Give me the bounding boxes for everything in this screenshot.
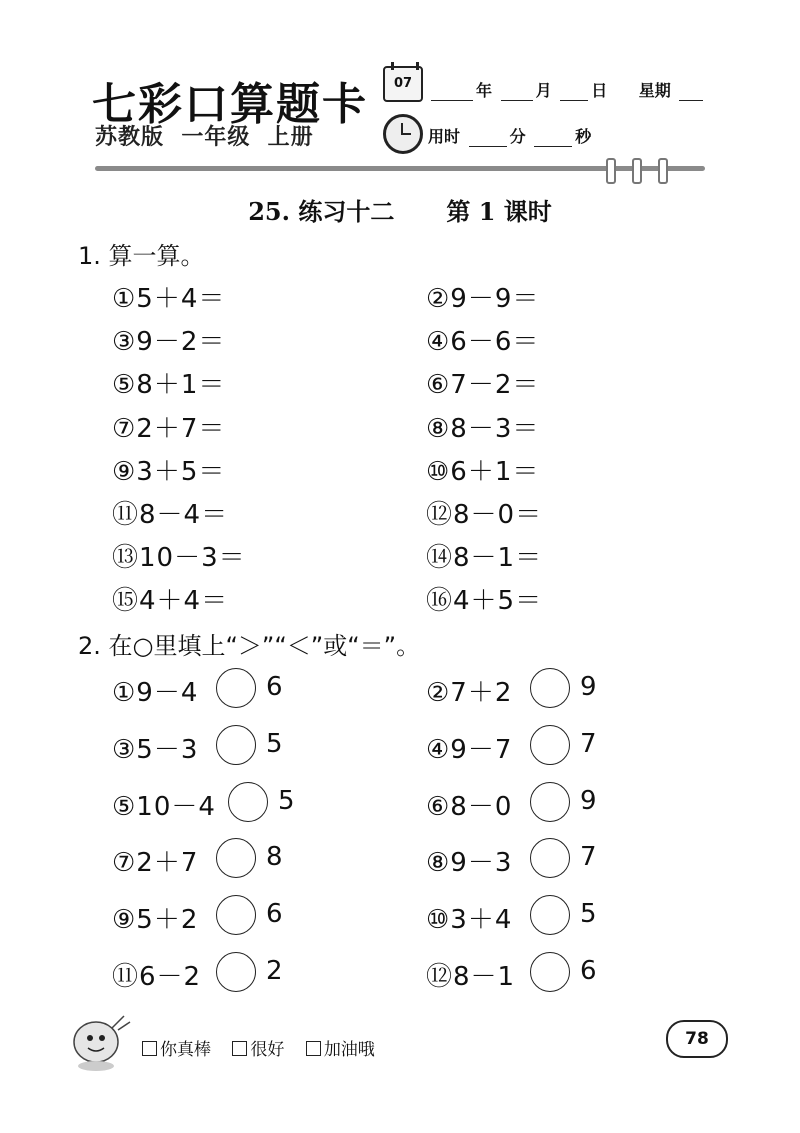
comparison-value: 7 xyxy=(580,728,598,759)
comparison-value: 2 xyxy=(266,956,284,986)
seconds-blank[interactable] xyxy=(534,130,572,147)
comparison-expression: ⑧9－3 xyxy=(426,848,513,879)
month-label: 月 xyxy=(535,81,552,100)
section2-heading: 2. 在○里填上“＞”“＜”或“＝”。 xyxy=(78,632,421,660)
weekday-blank[interactable] xyxy=(679,84,703,101)
binder-hook xyxy=(632,158,642,184)
arithmetic-problem: ⑩6＋1＝ xyxy=(426,456,540,487)
cartoon-mascot-icon xyxy=(66,1008,138,1072)
arithmetic-problem: ⑯4＋5＝ xyxy=(426,586,543,617)
answer-circle[interactable] xyxy=(228,782,268,822)
brand-title: 七彩口算题卡 xyxy=(92,79,368,130)
month-blank[interactable] xyxy=(501,84,533,101)
day-blank[interactable] xyxy=(560,84,588,101)
binder-hook xyxy=(606,158,616,184)
comparison-expression: ③5－3 xyxy=(112,734,199,765)
seconds-label: 秒 xyxy=(575,127,592,146)
date-fields xyxy=(428,78,706,101)
comparison-expression: ⑤10－4 xyxy=(112,791,216,822)
answer-circle[interactable] xyxy=(216,838,256,878)
answer-circle[interactable] xyxy=(530,725,570,765)
comparison-expression: ②7＋2 xyxy=(426,678,513,708)
calendar-icon xyxy=(383,66,423,102)
comparison-value: 7 xyxy=(580,842,598,873)
arithmetic-problem: ⑬10－3＝ xyxy=(112,543,246,574)
self-rating xyxy=(142,1035,391,1060)
comparison-value: 8 xyxy=(266,842,284,873)
comparison-value: 6 xyxy=(580,956,598,986)
edition-subtitle: 苏教版 一年级 上册 xyxy=(95,125,314,150)
comparison-expression: ⑫8－1 xyxy=(426,962,516,992)
time-fields xyxy=(428,124,591,147)
binder-hook xyxy=(658,158,668,184)
comparison-expression: ④9－7 xyxy=(426,734,513,765)
comparison-value: 6 xyxy=(266,899,284,930)
answer-circle[interactable] xyxy=(216,952,256,992)
rating-option[interactable]: 很好 xyxy=(232,1035,284,1060)
minutes-label: 分 xyxy=(509,127,526,146)
lesson-title xyxy=(0,192,800,227)
calendar-text: 07 xyxy=(393,76,413,91)
rating-option[interactable]: 你真棒 xyxy=(142,1035,211,1060)
comparison-expression: ⑪6－2 xyxy=(112,962,202,992)
comparison-expression: ⑦2＋7 xyxy=(112,848,199,879)
answer-circle[interactable] xyxy=(530,668,570,708)
arithmetic-problem: ④6－6＝ xyxy=(426,327,540,358)
day-label: 日 xyxy=(591,81,608,100)
rating-option[interactable]: 加油哦 xyxy=(306,1035,375,1060)
checkbox[interactable] xyxy=(232,1041,247,1056)
arithmetic-problem: ⑪8－4＝ xyxy=(112,500,229,530)
answer-circle[interactable] xyxy=(530,782,570,822)
answer-circle[interactable] xyxy=(530,895,570,935)
comparison-expression: ⑩3＋4 xyxy=(426,905,513,936)
arithmetic-problem: ⑫8－0＝ xyxy=(426,500,543,530)
checkbox[interactable] xyxy=(306,1041,321,1056)
weekday-label: 星期 xyxy=(638,81,671,100)
comparison-expression: ⑥8－0 xyxy=(426,791,513,822)
year-blank[interactable] xyxy=(431,84,473,101)
arithmetic-problem: ②9－9＝ xyxy=(426,284,540,314)
comparison-expression: ①9－4 xyxy=(112,678,199,708)
time-used-label: 用时 xyxy=(428,127,461,146)
section1-heading: 1. 算一算。 xyxy=(78,242,205,270)
comparison-value: 9 xyxy=(580,672,598,702)
checkbox[interactable] xyxy=(142,1041,157,1056)
comparison-value: 6 xyxy=(266,672,284,702)
comparison-value: 5 xyxy=(580,899,598,930)
arithmetic-problem: ⑭8－1＝ xyxy=(426,543,543,574)
comparison-value: 5 xyxy=(266,728,284,759)
arithmetic-problem: ⑥7－2＝ xyxy=(426,370,540,401)
answer-circle[interactable] xyxy=(216,725,256,765)
comparison-expression: ⑨5＋2 xyxy=(112,905,199,936)
arithmetic-problem: ①5＋4＝ xyxy=(112,284,226,314)
comparison-value: 5 xyxy=(278,785,296,816)
arithmetic-problem: ⑦2＋7＝ xyxy=(112,413,226,444)
answer-circle[interactable] xyxy=(530,952,570,992)
minutes-blank[interactable] xyxy=(469,130,507,147)
arithmetic-problem: ⑧8－3＝ xyxy=(426,413,540,444)
comparison-value: 9 xyxy=(580,785,598,816)
answer-circle[interactable] xyxy=(530,838,570,878)
arithmetic-problem: ⑮4＋4＝ xyxy=(112,586,229,617)
lesson-period: 第 1 课时 xyxy=(446,197,552,226)
arithmetic-problem: ③9－2＝ xyxy=(112,327,226,358)
lesson-name: 25. 练习十二 xyxy=(248,197,395,226)
answer-circle[interactable] xyxy=(216,668,256,708)
arithmetic-problem: ⑨3＋5＝ xyxy=(112,456,226,487)
year-label: 年 xyxy=(476,81,493,100)
page-number: 78 xyxy=(666,1020,728,1058)
alarm-clock-icon xyxy=(383,114,423,154)
arithmetic-problem: ⑤8＋1＝ xyxy=(112,370,226,401)
answer-circle[interactable] xyxy=(216,895,256,935)
